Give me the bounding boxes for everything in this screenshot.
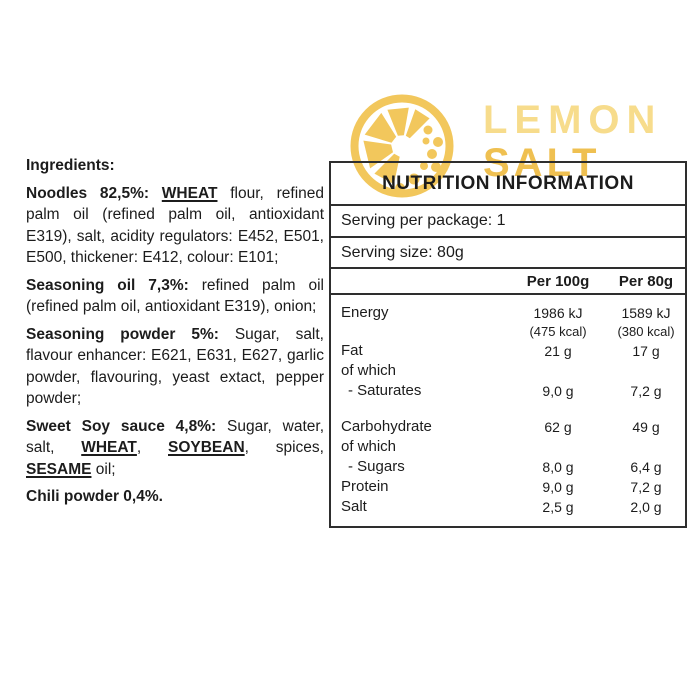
nutrient-value: 1589 kJ (380 kcal): [617, 305, 675, 339]
nutrient-value: 9,0 g: [542, 383, 574, 399]
table-row: [331, 303, 685, 341]
nutrient-label: Protein: [341, 478, 389, 495]
serving-size-row: Serving size: 80g: [331, 238, 685, 269]
nutrient-value: 1986 kJ (475 kcal): [499, 303, 617, 341]
table-row: [331, 381, 685, 401]
nutrient-value: 7,2 g: [630, 383, 662, 399]
nutrient-value-kcal: (380 kcal): [617, 324, 675, 339]
allergen-text: WHEAT: [81, 439, 137, 456]
nutrient-value: [617, 437, 685, 457]
nutrient-value: 17 g: [632, 343, 660, 359]
allergen-text: WHEAT: [161, 184, 218, 202]
nutrition-table-title: NUTRITION INFORMATION: [331, 163, 685, 206]
allergen-text: SESAME: [26, 460, 92, 478]
nutrient-value: 9,0 g: [542, 479, 574, 495]
nutrient-value: 62 g: [544, 419, 572, 435]
nutrient-value: 49 g: [632, 419, 660, 435]
table-row: [331, 477, 685, 497]
nutrient-label: - Saturates: [348, 382, 422, 399]
nutrient-value: 2,0 g: [630, 499, 662, 515]
ingredient-paragraph: Chili powder 0,4%.: [26, 488, 163, 505]
ingredients-section: [26, 155, 324, 514]
serving-per-package-row: Serving per package: 1: [331, 206, 685, 238]
nutrient-value: 21 g: [544, 343, 572, 359]
ingredient-paragraph: Seasoning powder 5%: Sugar, salt, flavour enhancer: E621, E631, E627, garlic powder, flavouring, yeast extact, pepper powder;: [26, 325, 324, 407]
nutrient-label: Salt: [341, 498, 367, 515]
table-row: [331, 497, 685, 517]
nutrient-label: Carbohydrate: [341, 418, 432, 435]
nutrient-label: Energy: [341, 304, 389, 321]
table-row: [331, 417, 685, 437]
table-row: [331, 437, 685, 457]
nutrient-value: 6,4 g: [630, 459, 662, 475]
nutrient-value: [499, 437, 617, 457]
column-header-per-100g: Per 100g: [526, 272, 590, 290]
ingredients-list: [26, 183, 324, 508]
table-row-spacer: [331, 401, 685, 417]
nutrient-label: of which: [341, 362, 397, 379]
brand-name-lemon: LEMON: [483, 98, 663, 142]
nutrient-value: [617, 361, 685, 381]
table-row: [331, 457, 685, 477]
ingredient-paragraph: Seasoning oil 7,3%: refined palm oil (refined palm oil, antioxidant E319), onion;: [26, 276, 325, 315]
table-row: [331, 361, 685, 381]
table-row: [331, 341, 685, 361]
nutrition-table: [329, 161, 687, 528]
nutrient-value-kcal: (475 kcal): [529, 324, 587, 339]
column-header-per-80g: Per 80g: [618, 272, 674, 290]
ingredient-paragraph: Sweet Soy sauce 4,8%: Sugar, water, salt, WHEAT, SOYBEAN, spices, SESAME oil;: [26, 417, 324, 478]
brand-name-salt: SALT: [483, 141, 601, 185]
allergen-text: SOYBEAN: [168, 439, 245, 456]
column-header-row: [331, 269, 685, 295]
nutrient-value: 2,5 g: [542, 499, 574, 515]
ingredient-paragraph: Noodles 82,5%: WHEAT flour, refined palm oil (refined palm oil, antioxidant E319), salt, acidity regulators: E452, E501, E500, thickener: E412, colour: E101;: [26, 184, 325, 266]
nutrient-rows: [331, 295, 685, 526]
ingredients-heading: Ingredients:: [26, 157, 115, 174]
nutrient-label: of which: [341, 438, 397, 455]
nutrient-value: [499, 361, 617, 381]
nutrient-label: Fat: [341, 342, 363, 359]
nutrient-label: - Sugars: [348, 458, 405, 475]
nutrient-value: 7,2 g: [630, 479, 662, 495]
nutrient-value: 8,0 g: [542, 459, 574, 475]
